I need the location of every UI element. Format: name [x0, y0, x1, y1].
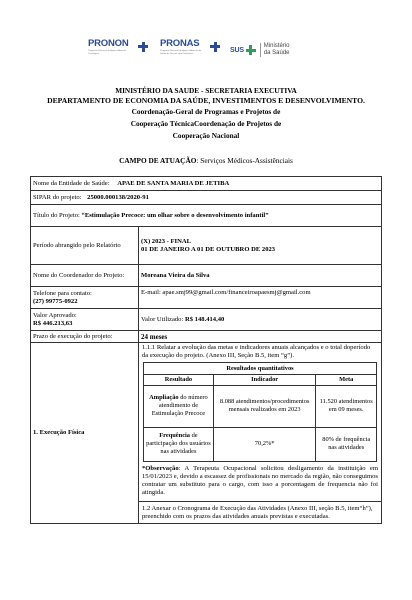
periodo-label: Período abrangido pelo Relatório: [31, 227, 139, 265]
titulo-row: [31, 205, 382, 227]
header-departamento: DEPARTAMENTO DE ECONOMIA DA SAÚDE, INVESTIMENTOS E DESENVOLVIMENTO.: [47, 96, 365, 105]
entidade-label: Nome da Entidade de Saúde:: [33, 179, 110, 187]
telefone-cell: [31, 287, 139, 309]
entidade-cell: [31, 177, 382, 191]
periodo-value-1: (X) 2023 - FINAL: [141, 237, 191, 245]
logo-bar: [0, 38, 412, 68]
results-caption: Resultados quantitativos: [144, 363, 377, 375]
pronon-logo-subtitle: Programa Nacional de Apoio à Atenção Oncológica: [88, 50, 127, 55]
prazo-value: 24 meses: [139, 331, 382, 343]
header-resultado: Resultado: [144, 375, 214, 386]
observacao-label: *Observação: [142, 464, 179, 472]
contato-row: [31, 287, 382, 309]
valor-aprovado-value: R$ 446.213,63: [33, 319, 73, 327]
sipar-value: 25000.000138/2020-91: [87, 193, 149, 201]
row1-resultado: [144, 385, 214, 427]
titulo-label: Título do Projeto:: [33, 211, 80, 219]
pronas-logo: [160, 38, 220, 55]
sus-logo-text: SUS: [230, 46, 244, 54]
header-cooperacao-tecnica: Cooperação TécnicaCoordenação de Projetos de: [130, 119, 282, 128]
telefone-label: Telefone para contato:: [33, 289, 92, 297]
row1-resultado-rest: do número atendimento de Estimulação Precoce: [151, 394, 208, 418]
header-ministerio: MINISTÉRIO DA SAUDE - SECRETARIA EXECUTIVA: [115, 86, 297, 95]
row2-meta: 80% de frequência nas atividades: [316, 427, 377, 461]
valor-utilizado-value: R$ 148.414,40: [184, 315, 225, 323]
valores-row: [31, 309, 382, 331]
pronon-logo-text: PRONON: [88, 38, 129, 49]
row1-indicador: 8.088 atendimentos/procedimentos mensais realizados em 2023: [213, 385, 316, 427]
row2-resultado-bold: Frequência: [159, 432, 191, 440]
titulo-cell: [31, 205, 382, 227]
execucao-cell: [139, 343, 382, 524]
sipar-label: SIPAR do projeto:: [33, 193, 82, 201]
periodo-cell: [139, 227, 382, 265]
valor-utilizado-cell: [139, 309, 382, 331]
row1-meta: 11.520 atendimentos em 09 meses.: [316, 385, 377, 427]
entidade-row: [31, 177, 382, 191]
coordenador-row: [31, 265, 382, 287]
valor-utilizado-label: Valor Utilizado:: [141, 315, 184, 323]
sus-logo: [230, 43, 294, 57]
campo-de-atuacao: [0, 156, 412, 165]
valor-aprovado-label: Valor Aprovado:: [33, 311, 77, 319]
pronon-logo: [88, 38, 148, 55]
coordenador-label: Nome do Coordenador do Projeto:: [31, 265, 139, 287]
row2-resultado-rest: de participação dos usuários nas atividades: [146, 432, 211, 456]
execucao-label: 1. Execução Física: [31, 343, 139, 524]
sus-cross-icon: [246, 45, 256, 55]
campo-label: CAMPO DE ATUAÇÃO: [119, 156, 197, 165]
row2-resultado: [144, 427, 214, 461]
periodo-row: [31, 227, 382, 265]
results-wrapper: [139, 362, 381, 462]
results-row: [144, 385, 377, 427]
header-coordenacao-geral: Coordenação-Geral de Programas e Projetos de: [131, 107, 281, 116]
sipar-cell: [31, 191, 382, 205]
header-meta: Meta: [316, 375, 377, 386]
titulo-value: “Estimulação Precoce: um olhar sobre o desenvolvimento infantil”: [81, 211, 269, 219]
entidade-value: APAE DE SANTA MARIA DE JETIBA: [117, 179, 230, 187]
pronas-logo-subtitle: Programa Nacional de Apoio à Atenção da Saúde da Pessoa com Deficiência: [160, 50, 202, 55]
valor-aprovado-cell: [31, 309, 139, 331]
coordenador-value: Moreana Vieira da Silva: [139, 265, 382, 287]
results-caption-row: [144, 363, 377, 375]
row1-resultado-bold: Ampliação: [149, 394, 179, 402]
execucao-intro: 1.1.1 Relatar a evolução das metas e indicadores anuais alcançados e o total doperíodo da execução do projeto. (Anexo III, Seção B.5, item “g”).: [142, 344, 371, 359]
prazo-row: [31, 331, 382, 343]
row2-indicador: 70,2%*: [213, 427, 316, 461]
periodo-value-2: 01 DE JANEIRO A 01 DE OUTUBRO DE 2023: [141, 245, 276, 253]
prazo-label: Prazo de execução do projeto:: [31, 331, 139, 343]
results-header-row: [144, 375, 377, 386]
telefone-value: (27) 99775-0922: [33, 297, 78, 305]
campo-value: : Serviços Médicos-Assistênciais: [196, 156, 293, 165]
pronon-cross-icon: [138, 42, 148, 52]
header-indicador: Indicador: [213, 375, 316, 386]
results-table: [143, 362, 377, 462]
results-row: [144, 427, 377, 461]
execucao-row: [31, 343, 382, 524]
pronas-cross-icon: [210, 42, 220, 52]
pronas-logo-text: PRONAS: [160, 38, 200, 49]
anexo-cronograma: 1.2 Anexar o Cronograma de Execução das Atividades (Anexo III, seção B.5, item“h”), preenchido com os prazos das atividades anuais previstas e executadas.: [139, 501, 381, 523]
observacao: [139, 462, 381, 501]
header-cooperacao-nacional: Cooperação Nacional: [172, 131, 240, 140]
project-form-table: [30, 176, 382, 524]
email-cell: E-mail: apae.smj99@gmail.com/financeiroapaesmj@gmail.com: [139, 287, 382, 309]
observacao-text: : A Terapeuta Ocupacional solicitou desligamento da instituição em 15/01/2023 e, devido a escassez de profissionais no mercado da região, não conseguimos contratar um substituto para o cargo, com isso a porcentagem de frequencia não foi atingida.: [142, 464, 378, 496]
ministerio-saude-logo-text: Ministério da Saúde: [260, 43, 294, 57]
sipar-row: [31, 191, 382, 205]
